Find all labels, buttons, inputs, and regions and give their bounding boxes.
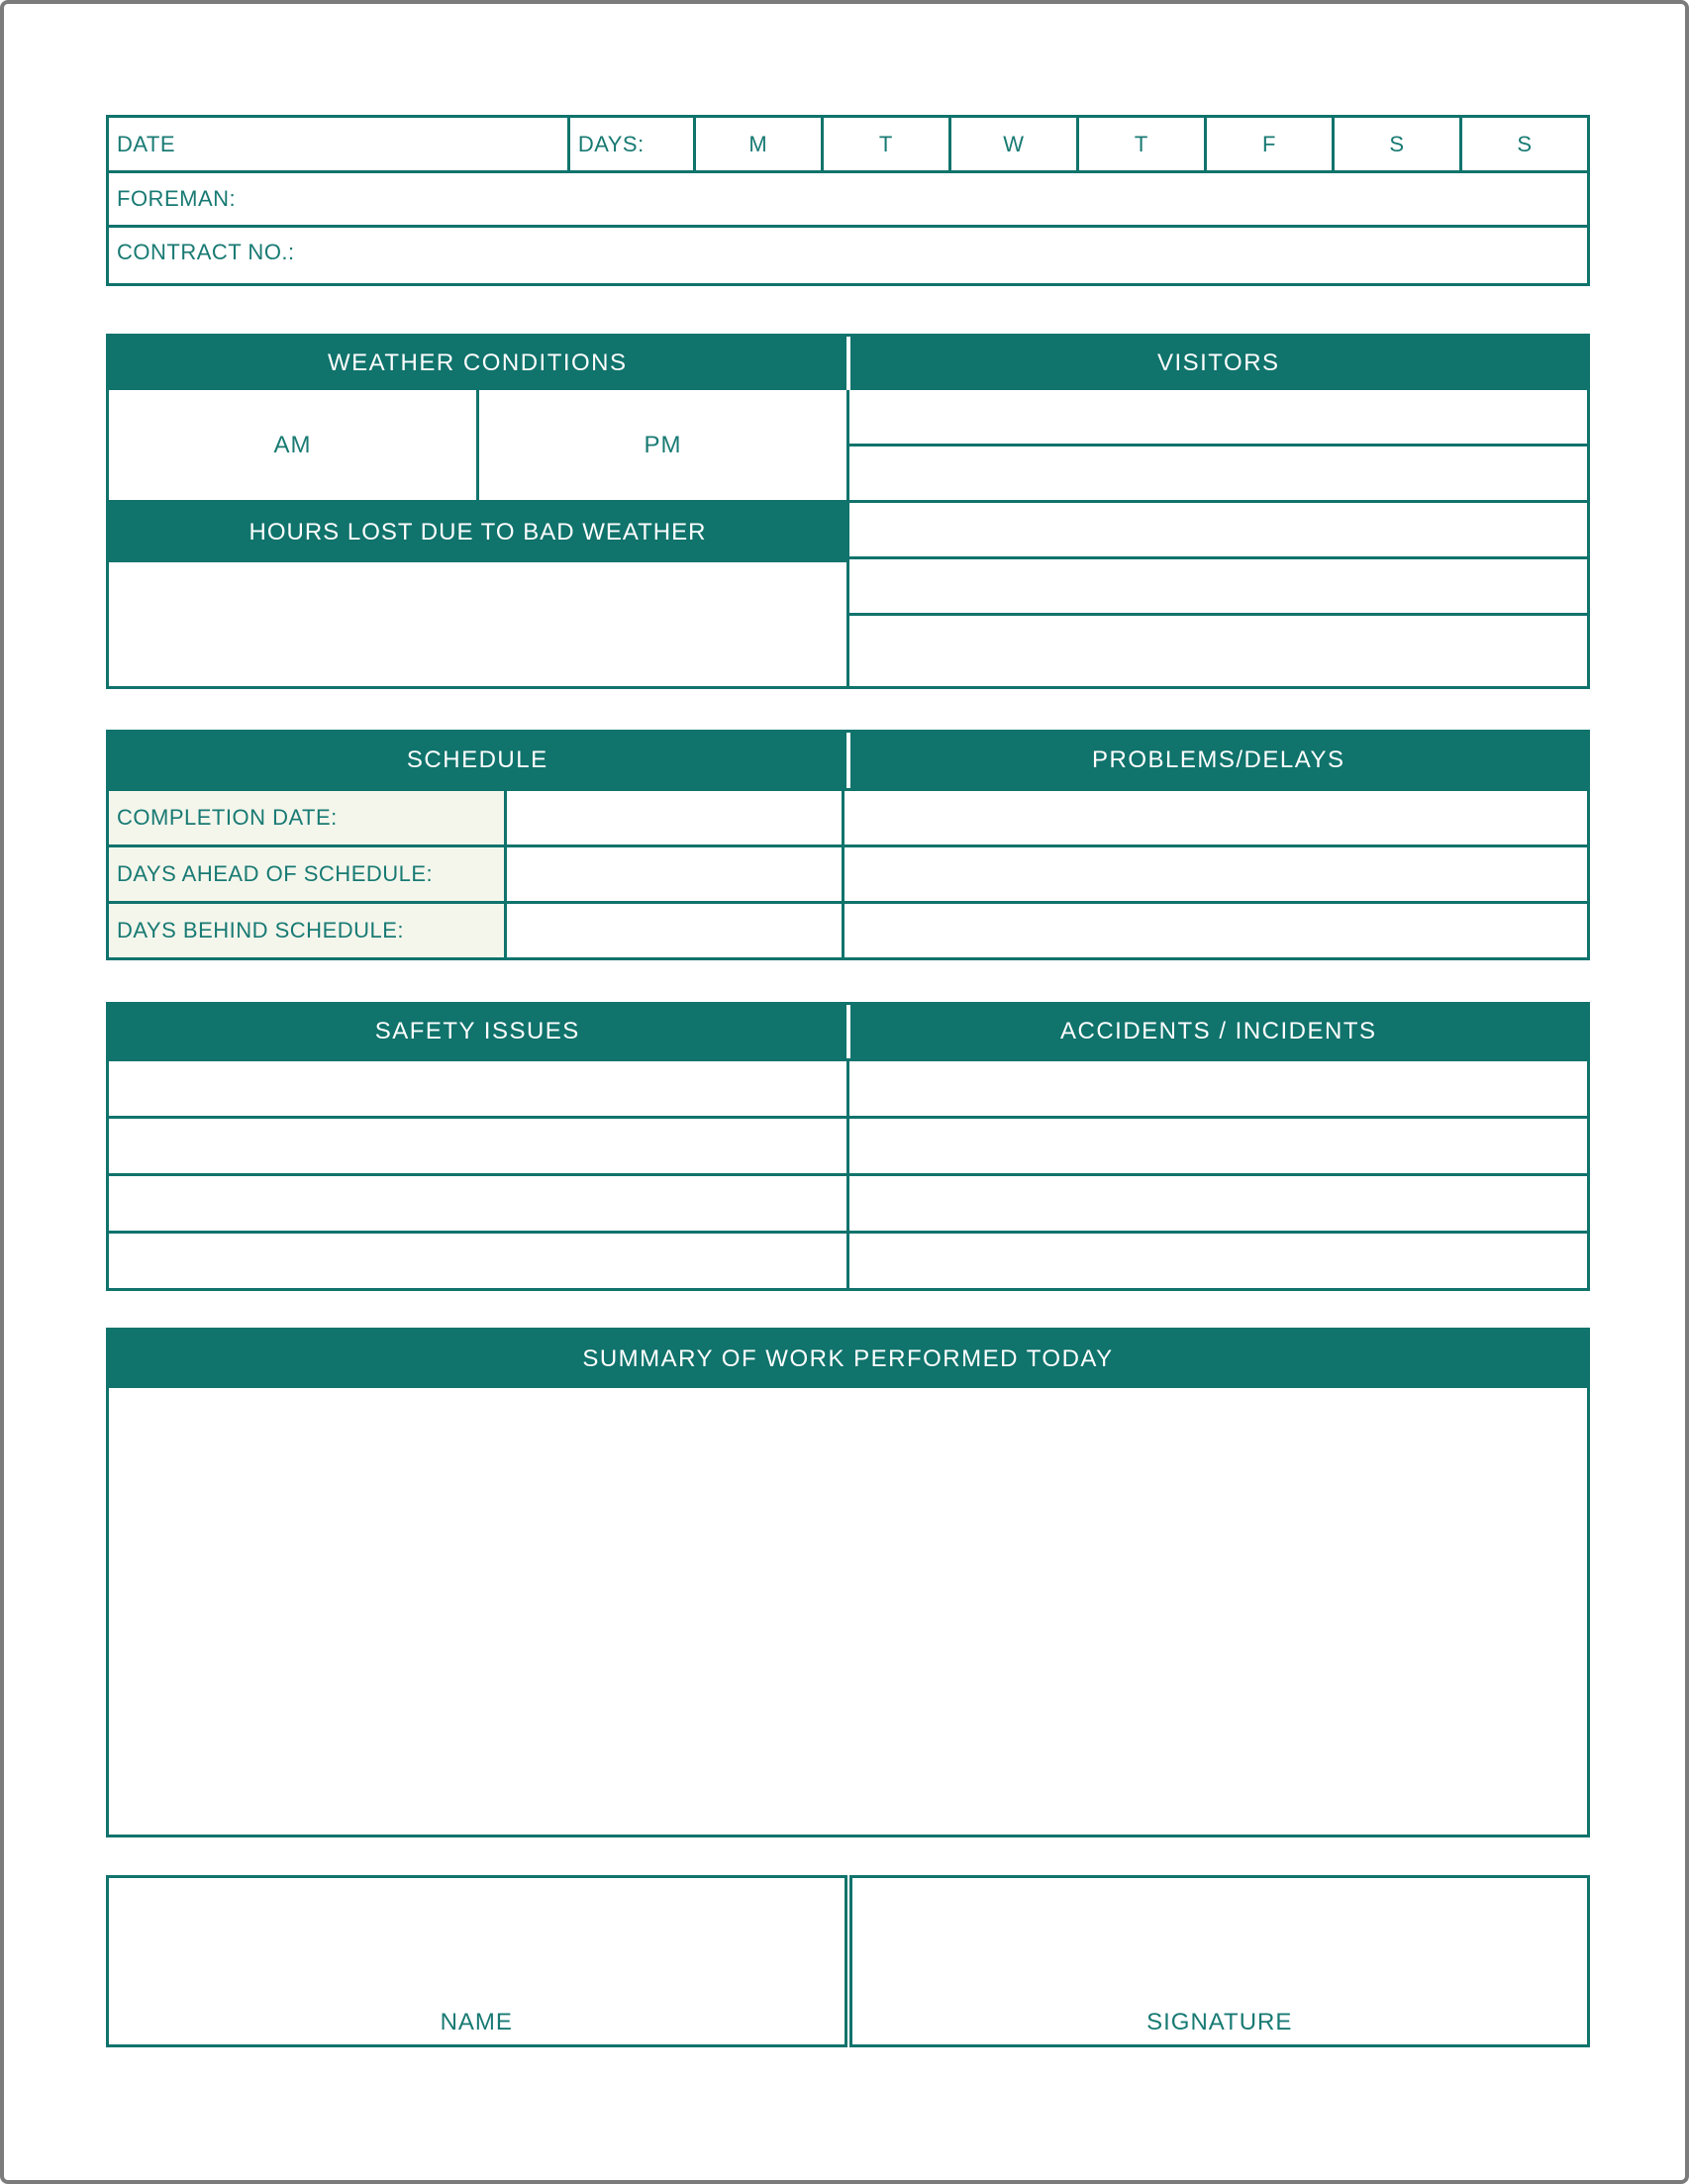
- completion-date-field[interactable]: [507, 791, 844, 844]
- days-behind-label: DAYS BEHIND SCHEDULE:: [109, 904, 507, 957]
- date-label: DATE: [117, 131, 176, 156]
- day-letter: M: [748, 131, 768, 156]
- foreman-field[interactable]: [109, 170, 1587, 225]
- safety-row: [109, 1116, 1587, 1173]
- contract-no-label: CONTRACT NO.:: [117, 240, 295, 264]
- safety-accidents-header: [109, 1005, 1587, 1058]
- day-letter: T: [1134, 131, 1148, 156]
- schedule-row: [109, 844, 1587, 901]
- day-letter: S: [1389, 131, 1405, 156]
- schedule-title: SCHEDULE: [406, 746, 548, 773]
- problems-delays-field[interactable]: [844, 904, 1587, 957]
- day-letter: W: [1003, 131, 1025, 156]
- am-weather-field[interactable]: [109, 390, 479, 500]
- am-pm-row: [109, 390, 846, 503]
- am-label: AM: [273, 431, 312, 458]
- accident-incident-field[interactable]: [849, 1234, 1587, 1288]
- hours-lost-title: HOURS LOST DUE TO BAD WEATHER: [109, 503, 846, 562]
- summary-field[interactable]: [109, 1388, 1587, 1835]
- pm-label: PM: [644, 431, 682, 458]
- weather-visitors-body: [109, 390, 1587, 686]
- safety-row: [109, 1058, 1587, 1116]
- safety-issue-field[interactable]: [109, 1234, 849, 1288]
- schedule-row: [109, 901, 1587, 957]
- completion-date-label: COMPLETION DATE:: [109, 791, 507, 844]
- hours-lost-field[interactable]: [109, 562, 846, 683]
- date-field[interactable]: [109, 118, 567, 170]
- visitors-row[interactable]: [849, 447, 1587, 503]
- day-letter: S: [1517, 131, 1533, 156]
- safety-row: [109, 1231, 1587, 1288]
- days-label-cell: [567, 118, 693, 170]
- signature-box[interactable]: [849, 1875, 1591, 2047]
- days-label: DAYS:: [577, 131, 645, 156]
- foreman-label: FOREMAN:: [117, 186, 237, 211]
- schedule-problems-section: [106, 730, 1590, 960]
- weather-column: [109, 390, 849, 686]
- safety-row: [109, 1173, 1587, 1231]
- pm-weather-field[interactable]: [479, 390, 846, 500]
- visitors-row[interactable]: [849, 390, 1587, 447]
- name-label: NAME: [440, 2009, 513, 2035]
- schedule-row: [109, 788, 1587, 844]
- days-behind-field[interactable]: [507, 904, 844, 957]
- problems-delays-field[interactable]: [844, 791, 1587, 844]
- visitors-row[interactable]: [849, 503, 1587, 559]
- day-letter: T: [878, 131, 893, 156]
- contract-no-field[interactable]: [109, 225, 1587, 277]
- accident-incident-field[interactable]: [849, 1176, 1587, 1231]
- weather-visitors-section: [106, 334, 1590, 689]
- date-days-row: [109, 118, 1587, 170]
- day-sunday-cell[interactable]: [1459, 118, 1587, 170]
- safety-accidents-section: [106, 1002, 1590, 1291]
- day-tuesday-cell[interactable]: [821, 118, 948, 170]
- days-ahead-field[interactable]: [507, 847, 844, 901]
- day-saturday-cell[interactable]: [1332, 118, 1459, 170]
- schedule-problems-header: [109, 733, 1587, 788]
- header-info-table: [106, 115, 1590, 286]
- visitors-row[interactable]: [849, 559, 1587, 616]
- visitors-column: [849, 390, 1587, 686]
- summary-title: SUMMARY OF WORK PERFORMED TODAY: [109, 1331, 1587, 1388]
- visitors-row[interactable]: [849, 616, 1587, 674]
- name-box[interactable]: [106, 1875, 847, 2047]
- day-monday-cell[interactable]: [693, 118, 821, 170]
- safety-issues-title: SAFETY ISSUES: [374, 1018, 580, 1044]
- weather-conditions-title: WEATHER CONDITIONS: [327, 349, 628, 376]
- accident-incident-field[interactable]: [849, 1119, 1587, 1173]
- safety-issue-field[interactable]: [109, 1119, 849, 1173]
- day-wednesday-cell[interactable]: [948, 118, 1076, 170]
- accidents-incidents-title: ACCIDENTS / INCIDENTS: [1059, 1018, 1377, 1044]
- day-letter: F: [1261, 131, 1276, 156]
- safety-issue-field[interactable]: [109, 1061, 849, 1116]
- signature-label: SIGNATURE: [1146, 2009, 1293, 2035]
- days-ahead-label: DAYS AHEAD OF SCHEDULE:: [109, 847, 507, 901]
- day-thursday-cell[interactable]: [1076, 118, 1204, 170]
- safety-issue-field[interactable]: [109, 1176, 849, 1231]
- accident-incident-field[interactable]: [849, 1061, 1587, 1116]
- signoff-section: [106, 1875, 1590, 2047]
- problems-delays-title: PROBLEMS/DELAYS: [1092, 746, 1345, 773]
- problems-delays-field[interactable]: [844, 847, 1587, 901]
- visitors-title: VISITORS: [1156, 349, 1280, 376]
- day-friday-cell[interactable]: [1204, 118, 1332, 170]
- summary-section: [106, 1328, 1590, 1837]
- weather-visitors-header: [109, 337, 1587, 390]
